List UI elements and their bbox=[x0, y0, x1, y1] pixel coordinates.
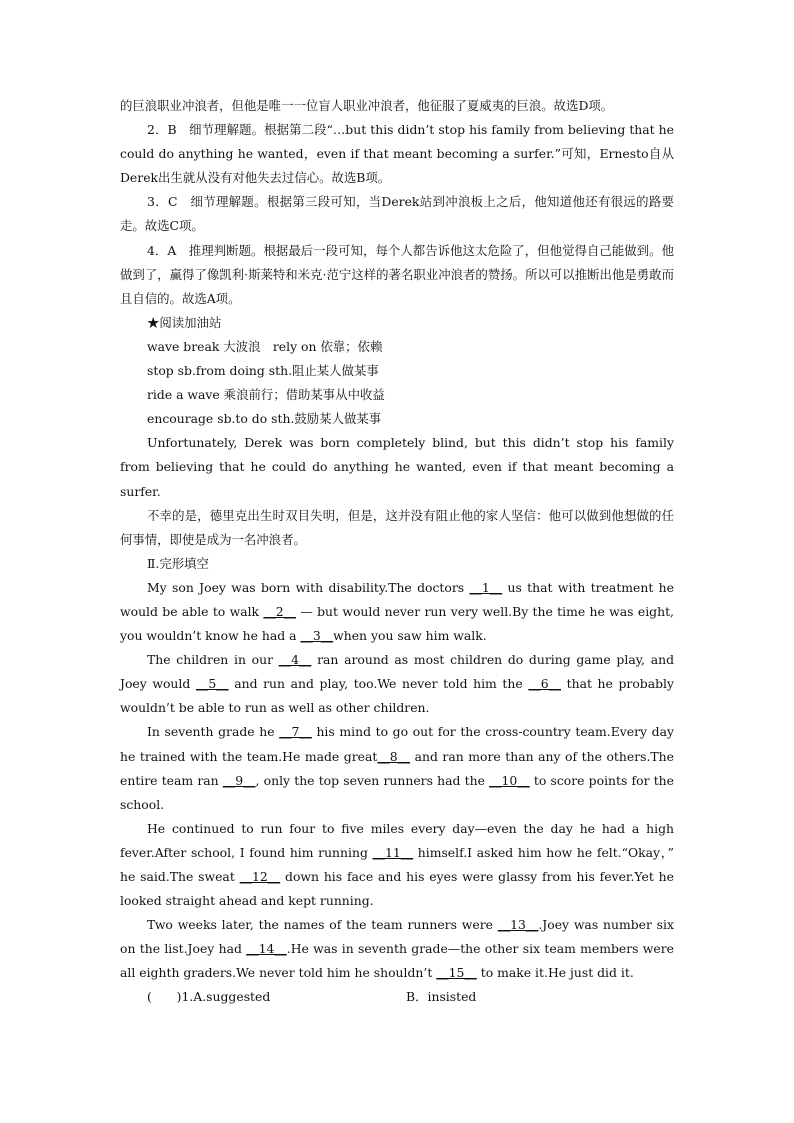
cloze-paragraph bbox=[120, 648, 678, 720]
cloze-paragraph bbox=[120, 817, 678, 913]
cloze-blank: __11__ bbox=[372, 844, 414, 860]
cloze-text: He continued to run four to five miles every day—even the day he had a high fever.After school, I found him running bbox=[120, 820, 678, 860]
cloze-text: ran around as most children do during game play, and Joey would bbox=[120, 652, 678, 692]
cloze-text: to score points for the school. bbox=[120, 772, 678, 812]
example-chinese: 不幸的是，德里克出生时双目失明，但是，这并没有阻止他的家人坚信：他可以做到他想做的任何事情，即使是成为一名冲浪者。 bbox=[120, 507, 674, 547]
vocab-item: ride a wave 乘浪前行；借助某事从中收益 bbox=[147, 387, 385, 403]
cloze-text: The children in our bbox=[147, 652, 279, 668]
answer-item: 4．A 推理判断题。根据最后一段可知，每个人都告诉他这太危险了，但他觉得自己能做到。他做到了，赢得了像凯利·斯莱特和米克·范宁这样的著名职业冲浪者的赞扬。所以可以推断出他是勇敢而且自信的。故选A项。 bbox=[120, 242, 674, 306]
document-page bbox=[120, 94, 678, 1010]
vocab-item: stop sb.from doing sth.阻止某人做某事 bbox=[147, 363, 379, 379]
cloze-blank: __5__ bbox=[195, 676, 229, 692]
vocab-item: encourage sb.to do sth.鼓励某人做某事 bbox=[147, 411, 382, 427]
cloze-text: .He was in seventh grade—the other six team members were all eighth graders.We never told him he shouldn’t bbox=[120, 941, 678, 981]
cloze-paragraph bbox=[120, 576, 678, 648]
boost-title: ★阅读加油站 bbox=[147, 314, 222, 330]
cloze-blank: __15__ bbox=[436, 965, 477, 981]
cloze-text: and run and play, too.We never told him the bbox=[228, 676, 529, 692]
cloze-passage bbox=[120, 576, 678, 986]
cloze-blank: __6__ bbox=[528, 676, 561, 692]
cloze-blank: __10__ bbox=[489, 772, 530, 788]
cloze-text: , only the top seven runners had the bbox=[255, 772, 490, 788]
cloze-text: when you saw him walk. bbox=[333, 628, 487, 644]
cloze-blank: __7__ bbox=[279, 724, 312, 740]
example-english: Unfortunately, Derek was born completely blind, but this didn’t stop his family from believing that he could do anything he wanted, even if that meant becoming a surfer. bbox=[120, 435, 674, 499]
cloze-text: down his face and his eyes were glassy from his fever.Yet he looked straight ahead and kept running. bbox=[120, 869, 678, 909]
cloze-text: and ran more than any of the others.The entire team ran bbox=[120, 748, 678, 788]
cloze-blank: __9__ bbox=[222, 772, 256, 788]
cloze-text: Two weeks later, the names of the team runners were bbox=[147, 917, 498, 933]
answers-intro: 的巨浪职业冲浪者，但他是唯一一位盲人职业冲浪者，他征服了夏威夷的巨浪。故选D项。 bbox=[120, 98, 614, 113]
answer-item: 2．B 细节理解题。根据第二段“…but this didn’t stop his family from believing that he could do anything he wanted，even if that meant becoming a surfer.”可知，Ernesto自从Derek出生就从没有对他失去过信心。故选B项。 bbox=[120, 122, 674, 186]
cloze-text: us that with treatment he would be able to walk bbox=[120, 579, 678, 619]
cloze-text: that he probably wouldn’t be able to run as well as other children. bbox=[120, 676, 678, 716]
cloze-blank: __13__ bbox=[497, 917, 539, 933]
cloze-blank: __2__ bbox=[263, 603, 297, 619]
cloze-text: In seventh grade he bbox=[147, 724, 280, 740]
vocab-item: wave break 大波浪 rely on 依靠；依赖 bbox=[147, 338, 383, 354]
answer-list bbox=[120, 118, 674, 311]
cloze-text: My son Joey was born with disability.The doctors bbox=[147, 579, 470, 595]
question-1-options bbox=[120, 985, 674, 1009]
cloze-text: himself.I asked him how he felt.“Okay，” he said.The sweat bbox=[120, 844, 678, 884]
cloze-paragraph bbox=[120, 720, 678, 816]
cloze-text: to make it.He just did it. bbox=[476, 965, 634, 981]
cloze-blank: __8__ bbox=[377, 748, 411, 764]
cloze-blank: __14__ bbox=[246, 941, 287, 957]
question-1-option-b: B．insisted bbox=[406, 989, 477, 1005]
cloze-text: — but would never run very well.By the time he was eight, you wouldn’t know he had a bbox=[120, 603, 678, 644]
cloze-blank: __3__ bbox=[300, 628, 334, 644]
cloze-text: .Joey was number six on the list.Joey had bbox=[120, 917, 678, 957]
cloze-blank: __1__ bbox=[469, 579, 503, 595]
question-1-option-a: ( )1.A.suggested bbox=[147, 989, 271, 1005]
cloze-paragraph bbox=[120, 913, 678, 985]
cloze-blank: __12__ bbox=[239, 869, 281, 884]
answer-item: 3．C 细节理解题。根据第三段可知，当Derek站到冲浪板上之后，他知道他还有很远的路要走。故选C项。 bbox=[120, 194, 674, 234]
cloze-text: his mind to go out for the cross-country team.Every day he trained with the team.He made great bbox=[120, 724, 678, 764]
vocab-list bbox=[120, 335, 674, 431]
cloze-blank: __4__ bbox=[278, 652, 312, 668]
section-title: Ⅱ.完形填空 bbox=[147, 555, 209, 571]
